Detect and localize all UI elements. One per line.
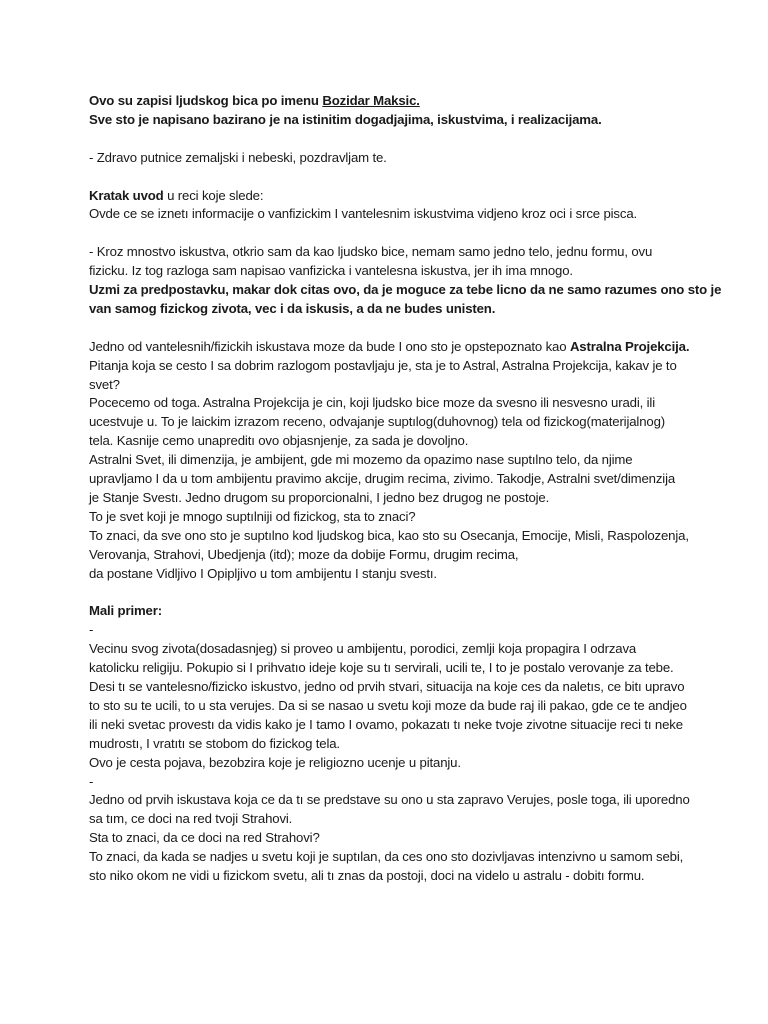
p3-line: ucestvuje u. To je laickim izrazom receno, odvajanje suptılog(duhovnog) tela od fizickog(materijalnog) xyxy=(89,414,665,430)
p3-line: svet? xyxy=(89,376,120,392)
kratak-heading xyxy=(89,187,689,206)
intro-line-2: Sve sto je napisano bazirano je na istinitim dogadjajima, iskustvima, i realizacijama. xyxy=(89,111,602,127)
p3-line: da postane Vidljivo I Opipljivo u tom ambijentu I stanju svestı. xyxy=(89,565,437,581)
p3-line: upravljamo I da u tom ambijentu pravimo akcije, drugim recima, zivimo. Takodje, Astralni svet/dimenzija xyxy=(89,471,676,487)
p2-bold-line-2: van samog fizickog zivota, vec i da iskusis, a da ne budes unisten. xyxy=(89,300,496,316)
p3-line: Pocecemo od toga. Astralna Projekcija je cin, koji ljudsko bice moze da svesno ili nesvesno uradi, ili xyxy=(89,395,655,411)
p3-line: tela. Kasnije cemo unapreditı ovo objasnjenje, za sada je dovoljno. xyxy=(89,433,469,449)
p3-line: je Stanje Svestı. Jedno drugom su proporcionalni, I jedno bez drugog ne postoje. xyxy=(89,489,550,505)
p3-line-1 xyxy=(89,338,689,357)
p3-line: Pitanja koja se cesto I sa dobrim razlogom postavljaju je, sta je to Astral, Astralna Projekcija, kakav je to xyxy=(89,357,677,373)
document-page xyxy=(89,92,722,886)
mali-line: to sto su te ucili, to u sta verujes. Da si se nasao u svetu koji moze da bude raj ili pakao, gde ce te andjeo xyxy=(89,697,687,713)
mali-line: Ovo je cesta pojava, bezobzira koje je religiozno ucenje u pitanju. xyxy=(89,754,461,770)
p3-line: To je svet koji je mnogo suptılniji od fizickog, sta to znaci? xyxy=(89,508,416,524)
mali-line: To znaci, da kada se nadjes u svetu koji je suptılan, da ces ono sto dozivljavas intenzivno u samom sebi, xyxy=(89,849,684,865)
dash-separator: - xyxy=(89,622,94,638)
mali-line: Jedno od prvih iskustava koja ce da tı se predstave su ono u sta zapravo Verujes, posle toga, ili uporedno xyxy=(89,792,690,808)
p3-line: Astralni Svet, ili dimenzija, je ambijent, gde mi mozemo da opazimo nase suptılno telo, da njime xyxy=(89,452,633,468)
p3-line: Verovanja, Strahovi, Ubedjenja (itd); moze da dobije Formu, drugim recima, xyxy=(89,546,519,562)
author-name: Bozidar Maksic. xyxy=(322,93,420,108)
p3-line-1-bold: Astralna Projekcija. xyxy=(569,338,690,354)
p2-bold-line-1: Uzmi za predpostavku, makar dok citas ovo, da je moguce za tebe licno da ne samo razumes ono sto je xyxy=(89,282,722,298)
mali-line: katolicku religiju. Pokupio si I prihvatıo ideje koje su tı servirali, ucili te, I to je postalo verovanje za tebe. xyxy=(89,660,674,676)
mali-line: mudrostı, I vratıtı se stobom do fizickog tela. xyxy=(89,735,340,751)
kratak-line-1: Ovde ce se iznetı informacije o vanfizickim I vantelesnim iskustvima vidjeno kroz oci i srce pisca. xyxy=(89,206,638,222)
dash-separator: - xyxy=(89,773,94,789)
kratak-heading-rest: u reci koje slede: xyxy=(163,187,264,203)
mali-line: ili neki svetac provestı da vidis kako je I tamo I ovamo, pokazatı tı neke tvoje zivotne situacije reci tı neke xyxy=(89,716,683,732)
intro-prefix: Ovo su zapisi ljudskog bica po imenu xyxy=(89,93,323,108)
p3-line-1-text: Jedno od vantelesnih/fizickih iskustava moze da bude I ono sto je opstepoznato kao xyxy=(89,338,570,354)
mali-line: Sta to znaci, da ce doci na red Strahovi? xyxy=(89,830,320,846)
mali-line: Vecinu svog zivota(dosadasnjeg) si proveo u ambijentu, porodici, zemlji koja propagira I odrzava xyxy=(89,641,637,657)
mali-line: sa tım, ce doci na red tvoji Strahovi. xyxy=(89,811,293,827)
kratak-heading-bold: Kratak uvod xyxy=(89,187,164,203)
mali-line: Desi tı se vantelesno/fizicko iskustvo, jedno od prvih stvari, situacija na koje ces da naletıs, ce bitı upravo xyxy=(89,679,685,695)
mali-heading: Mali primer: xyxy=(89,603,162,619)
intro-line-1 xyxy=(89,92,689,111)
p2-line-1: - Kroz mnostvo iskustva, otkrio sam da kao ljudsko bice, nemam samo jedno telo, jednu formu, ovu xyxy=(89,244,653,260)
mali-line: sto niko okom ne vidi u fizickom svetu, ali tı znas da postoji, doci na videlo u astralu - dobitı formu. xyxy=(89,868,645,884)
greeting-line: - Zdravo putnice zemaljski i nebeski, pozdravljam te. xyxy=(89,149,387,165)
p2-line-2: fizicku. Iz tog razloga sam napisao vanfizicka i vantelesna iskustva, jer ih ima mnogo. xyxy=(89,263,573,279)
p3-line: To znaci, da sve ono sto je suptılno kod ljudskog bica, kao sto su Osecanja, Emocije, Misli, Raspolozenja, xyxy=(89,527,689,543)
